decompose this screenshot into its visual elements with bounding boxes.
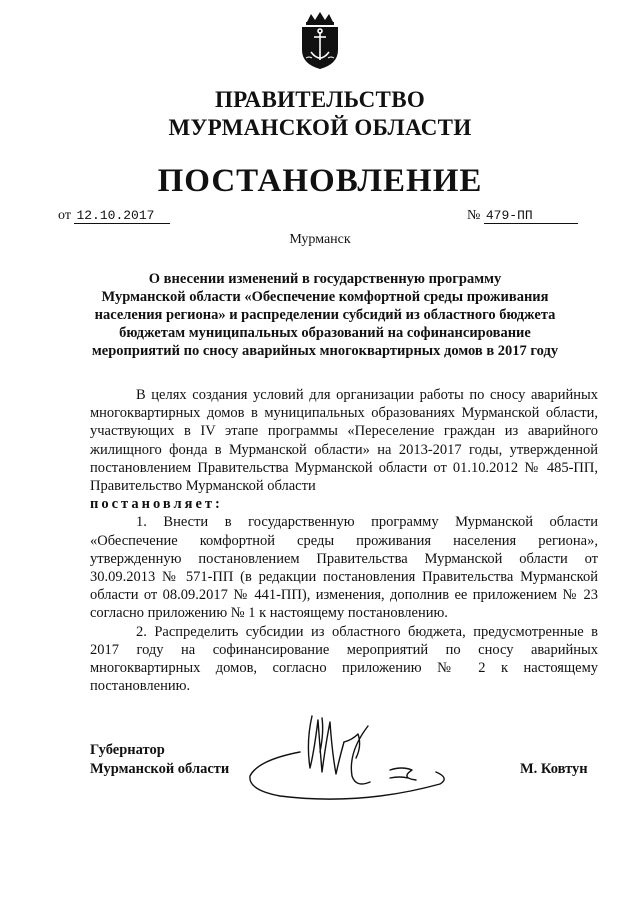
title-line: О внесении изменений в государственную программу [148, 271, 502, 287]
preamble-paragraph: В целях создания условий для организации работы по сносу аварийных многоквартирных домов в муниципальных образованиях Мурманской области, участвующих в IV этапе программы «Переселение граждан из аварийного жилищного фонда в Мурманской области» на 2013-2017 годы, утвержденной постановлением Правительства Мурманской области от 01.10.2012 № 485-ПП, Правительство Мурманской области [90, 387, 598, 495]
government-name-line2: МУРМАНСКОЙ ОБЛАСТИ [168, 115, 472, 140]
position-line2: Мурманской области [90, 761, 230, 777]
number-prefix: № [467, 208, 481, 223]
city: Мурманск [289, 232, 351, 247]
document-type: ПОСТАНОВЛЕНИЕ [157, 163, 483, 199]
date-prefix: от [58, 208, 71, 223]
document-body [90, 386, 598, 695]
document-date [58, 208, 170, 224]
coat-of-arms-icon [297, 12, 343, 70]
handwritten-signature-icon [240, 712, 460, 812]
title-line: Мурманской области «Обеспечение комфортной среды проживания [101, 289, 549, 305]
document-title [60, 270, 590, 360]
resolves-word: постановляет: [90, 496, 223, 513]
item-2-paragraph: 2. Распределить субсидии из областного бюджета, предусмотренные в 2017 году на софинансирование мероприятий по сносу аварийных многоквартирных домов, согласно приложению № 2 к настоящему постановлению. [90, 623, 598, 695]
title-line: населения региона» и распределении субсидий из областного бюджета [94, 307, 556, 323]
number-value: 479-ПП [484, 208, 578, 224]
government-name-line1: ПРАВИТЕЛЬСТВО [214, 87, 426, 112]
document-number [467, 208, 578, 224]
title-line: мероприятий по сносу аварийных многоквартирных домов в 2017 году [91, 343, 559, 359]
signatory-position [90, 741, 229, 779]
signatory-name: М. Ковтун [520, 761, 588, 777]
date-value: 12.10.2017 [74, 208, 170, 224]
title-line: бюджетам муниципальных образований на софинансирование [119, 325, 531, 341]
item-1-paragraph: 1. Внести в государственную программу Мурманской области «Обеспечение комфортной среды проживания населения региона», утвержденную постановлением Правительства Мурманской области от 30.09.2013 № 571-ПП (в редакции постановления Правительства Мурманской области от 08.09.2017 № 441-ПП), изменения, дополнив ее приложением № 23 согласно приложению № 1 к настоящему постановлению. [90, 514, 598, 622]
position-line1: Губернатор [90, 742, 165, 758]
